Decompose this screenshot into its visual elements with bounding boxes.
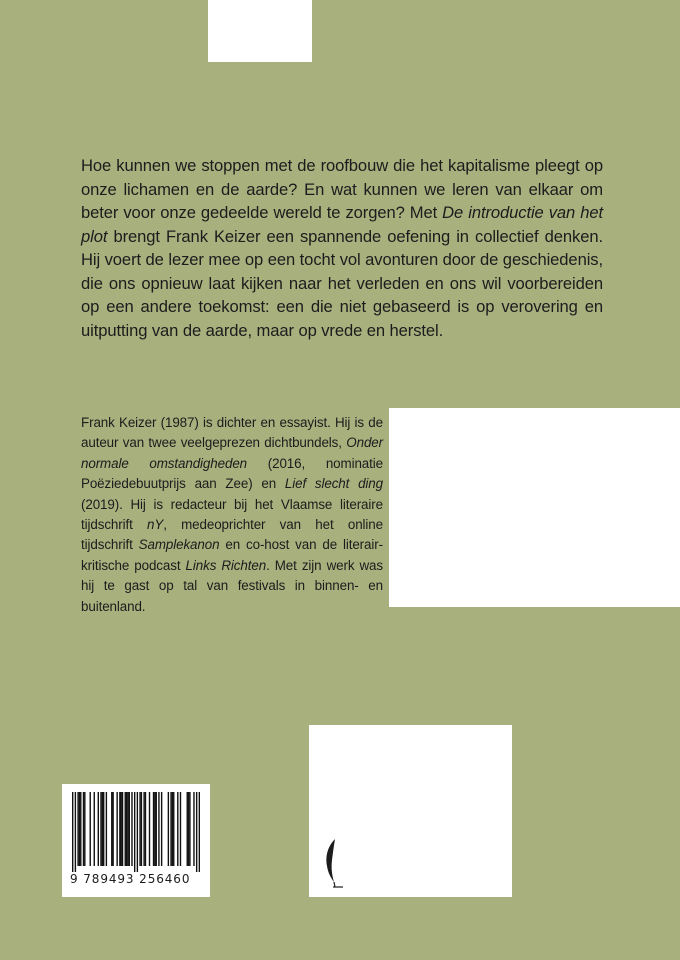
barcode-bar — [90, 792, 91, 866]
bio-text-3: (2019). Hij is redacteur bij het Vlaamse literaire tijdschrift — [81, 496, 383, 533]
barcode-bar — [122, 792, 123, 866]
publisher-logo-panel — [309, 725, 512, 897]
barcode-bar — [177, 792, 178, 866]
barcode-bar — [188, 792, 189, 866]
barcode-bar — [77, 792, 78, 866]
blurb-book-title: De introductie van het plot — [81, 203, 603, 246]
top-white-panel — [208, 0, 312, 62]
barcode-bar — [143, 792, 144, 866]
barcode-bar — [103, 792, 104, 866]
bio-text-1: Frank Keizer (1987) is dichter en essayist. Hij is de auteur van twee veelgeprezen dichtbundels, — [81, 415, 383, 451]
barcode-bar — [79, 792, 80, 866]
barcode-bar — [72, 792, 73, 872]
barcode-bar — [158, 792, 159, 866]
barcode-bar — [83, 792, 84, 866]
barcode-bar — [111, 792, 112, 866]
isbn-barcode — [72, 792, 200, 872]
blurb-part-1: Hoe kunnen we stoppen met de roofbouw die het kapitalisme pleegt op onze lichamen en de aarde? En wat kunnen we leren van elkaar om beter voor onze gedeelde wereld te zorgen? Met — [81, 156, 603, 222]
barcode-bar — [145, 792, 146, 866]
barcode-bar — [199, 792, 200, 872]
barcode-bar — [121, 792, 122, 866]
barcode-bar — [161, 792, 162, 866]
barcode-bar — [149, 792, 150, 866]
blurb-part-2: brengt Frank Keizer een spannende oefening in collectief denken. Hij voert de lezer mee op een tocht vol avonturen door de geschiedenis, die ons opnieuw laat kijken naar het verleden en ons wil voorbereiden op een andere toekomst: een die niet gebaseerd is op verovering en uitputting van de aarde, maar op vrede en herstel. — [81, 226, 603, 340]
barcode-bar — [116, 792, 117, 866]
barcode-bar — [112, 792, 113, 866]
barcode-bar — [100, 792, 101, 866]
barcode-bar — [129, 792, 130, 866]
barcode-bar — [84, 792, 85, 866]
barcode-bar — [189, 792, 190, 866]
barcode-bar — [187, 792, 188, 866]
bio-text-5: en co-host van de literair-kritische podcast — [81, 537, 383, 573]
bio-magazine-2: Samplekanon — [138, 537, 220, 553]
blurb-text — [81, 154, 603, 342]
barcode-bar — [156, 792, 157, 866]
barcode-bar — [170, 792, 171, 866]
barcode-bar — [137, 792, 138, 872]
barcode-bar — [75, 792, 76, 872]
barcode-bar — [193, 792, 194, 866]
barcode-bar — [173, 792, 174, 866]
bio-text-6: . Met zijn werk was hij te gast op tal van festivals in binnen- en buitenland. — [81, 557, 384, 614]
author-bio — [81, 413, 383, 617]
barcode-bar — [102, 792, 103, 866]
bio-podcast: Links Richten — [185, 557, 267, 573]
right-white-panel — [389, 408, 680, 607]
barcode-bar — [134, 792, 135, 872]
bio-book-1: Onder normale omstandigheden — [81, 435, 383, 471]
barcode-bar — [98, 792, 99, 866]
barcode-panel — [62, 784, 210, 897]
barcode-bar — [127, 792, 128, 866]
barcode-bar — [125, 792, 126, 866]
bio-magazine-1: nY — [147, 517, 164, 533]
isbn-number: 9 789493 256460 — [70, 872, 191, 886]
bio-book-2: Lief slecht ding — [284, 476, 383, 492]
barcode-bar — [80, 792, 81, 866]
bio-text-2: (2016, nominatie Poëziedebuutprijs aan Zee) en — [81, 455, 383, 492]
barcode-bar — [94, 792, 95, 866]
barcode-bar — [180, 792, 181, 866]
barcode-bar — [106, 792, 107, 866]
barcode-bar — [153, 792, 154, 866]
quill-icon — [319, 837, 343, 889]
barcode-bar — [126, 792, 127, 866]
bio-text-4: , medeoprichter van het online tijdschrift — [81, 517, 383, 553]
barcode-bar — [139, 792, 140, 866]
barcode-bar — [119, 792, 120, 866]
barcode-bar — [168, 792, 169, 866]
barcode-bar — [141, 792, 142, 866]
barcode-bar — [154, 792, 155, 866]
barcode-bar — [172, 792, 173, 866]
barcode-bar — [131, 792, 132, 866]
barcode-bar — [196, 792, 197, 872]
